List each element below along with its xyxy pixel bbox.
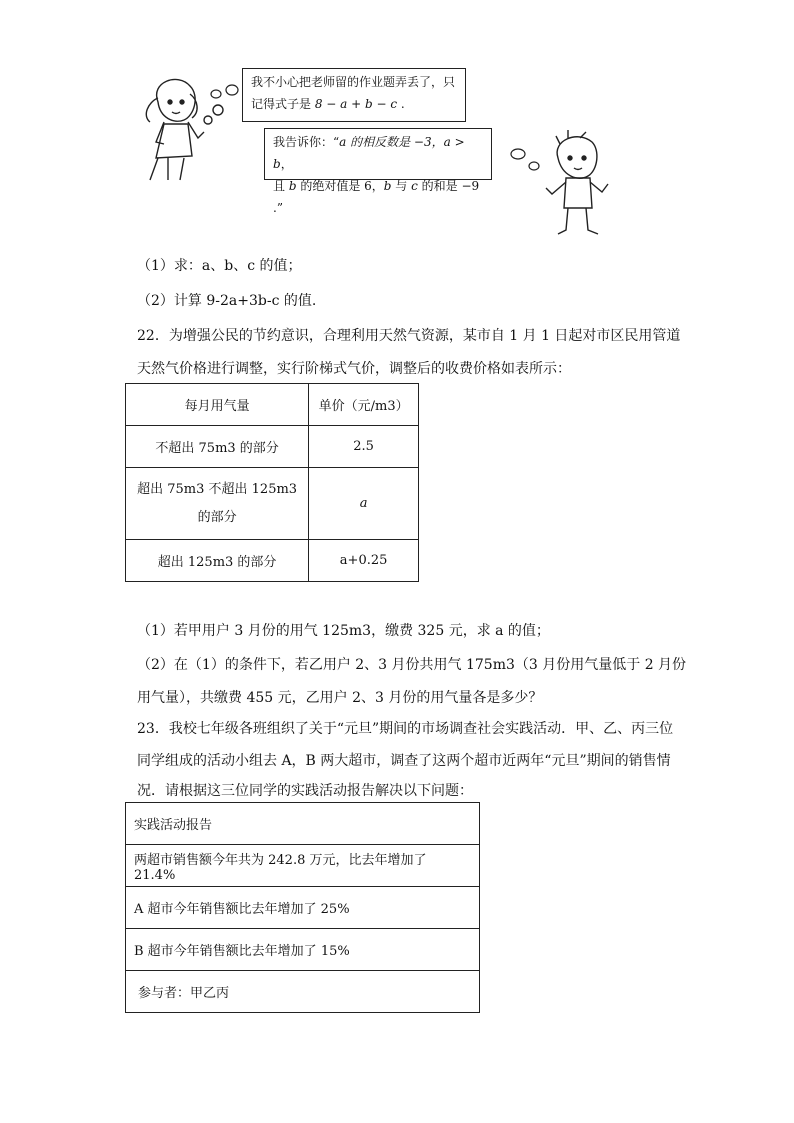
boy-text-d: 的和是 −9 .”: [273, 179, 480, 215]
boy-bubble-prefix: 我告诉你：“: [273, 135, 340, 149]
report-row: A 超市今年销售额比去年增加了 25%: [126, 887, 480, 929]
boy-bubble-expr: a 的相反数是 −3，a > b: [273, 135, 465, 171]
table-cell-price: a+0.25: [309, 540, 419, 582]
table-header-price: 单价（元/m3）: [309, 384, 419, 426]
q22-intro-line1: 22．为增强公民的节约意识，合理利用天然气资源，某市自 1 月 1 日起对市区民用管道: [137, 328, 681, 344]
boy-text-b: 的绝对值是 6，: [296, 179, 384, 193]
boy-var-c: c: [411, 179, 418, 193]
report-row: 实践活动报告: [126, 803, 480, 845]
boy-var-b: b: [288, 179, 297, 193]
report-row: 参与者：甲乙丙: [126, 971, 480, 1013]
girl-bubble-suffix: .: [397, 97, 405, 111]
girl-bubble-prefix: 记得式子是: [251, 97, 315, 111]
table-cell-usage: 不超出 75m3 的部分: [126, 426, 309, 468]
boy-bubble-line1: [273, 131, 483, 175]
q22-part1: （1）若甲用户 3 月份的用气 125m3，缴费 325 元，求 a 的值；: [137, 623, 550, 639]
table-header-usage: 每月用气量: [126, 384, 309, 426]
q22-part2-line1: （2）在（1）的条件下，若乙用户 2、3 月份共用气 175m3（3 月份用气量低于 2 月份: [137, 657, 687, 673]
boy-text-a: 且: [273, 179, 289, 193]
q21-part2: （2）计算 9-2a+3b-c 的值.: [137, 293, 317, 309]
report-row: 两超市销售额今年共为 242.8 万元，比去年增加了 21.4%: [126, 845, 480, 887]
table-cell-price: a: [309, 468, 419, 540]
q21-part1: （1）求：a、b、c 的值；: [137, 258, 302, 274]
boy-var-b2: b: [383, 179, 392, 193]
q22-price-table: [125, 383, 419, 582]
boy-bubble-suffix: ，: [280, 157, 293, 171]
girl-bubble-expr: 8 − a + b − c: [314, 97, 398, 111]
table-cell-usage: 超出 75m3 不超出 125m3 的部分: [126, 468, 309, 540]
girl-bubble-line2: [251, 93, 457, 115]
girl-speech-bubble: [242, 68, 466, 122]
q23-line1: 23．我校七年级各班组织了关于“元旦”期间的市场调查社会实践活动．甲、乙、丙三位: [137, 721, 674, 737]
q23-report-table: [125, 802, 480, 1013]
girl-bubble-line1: 我不小心把老师留的作业题弄丢了，只: [251, 75, 456, 89]
q22-intro-line2: 天然气价格进行调整，实行阶梯式气价，调整后的收费价格如表所示：: [137, 361, 571, 377]
table-cell-price: 2.5: [309, 426, 419, 468]
q23-line2: 同学组成的活动小组去 A，B 两大超市，调查了这两个超市近两年“元旦”期间的销售情: [137, 753, 671, 769]
q22-part2-line2: 用气量），共缴费 455 元，乙用户 2、3 月份的用气量各是多少？: [137, 690, 543, 706]
table-cell-usage: 超出 125m3 的部分: [126, 540, 309, 582]
report-row: B 超市今年销售额比去年增加了 15%: [126, 929, 480, 971]
boy-cartoon: [538, 130, 618, 242]
thought-dots-girl: [208, 80, 240, 104]
boy-text-c: 与: [391, 179, 412, 193]
boy-speech-bubble: [264, 128, 492, 215]
boy-bubble-line2: [273, 175, 483, 219]
q23-line3: 况．请根据这三位同学的实践活动报告解决以下问题：: [137, 783, 473, 799]
